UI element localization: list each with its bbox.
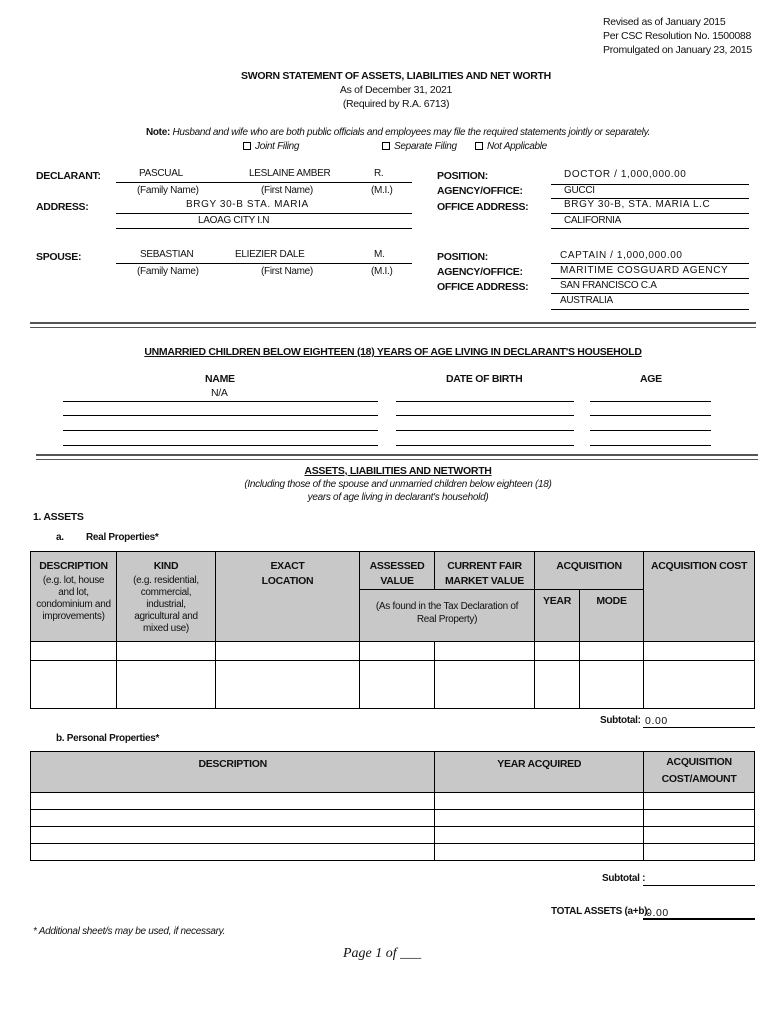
real-mode-title: MODE xyxy=(596,595,627,607)
personal-cell[interactable] xyxy=(435,810,644,827)
declarant-agency[interactable]: GUCCI xyxy=(564,185,595,196)
child-row-4-dob xyxy=(396,445,574,446)
declarant-mi[interactable]: R. xyxy=(374,168,384,179)
real-acq-cost-header xyxy=(644,552,755,642)
real-market-value-title: MARKET VALUE xyxy=(444,575,525,587)
spouse-agency-label: AGENCY/OFFICE: xyxy=(437,266,523,278)
real-location-header xyxy=(216,552,360,642)
promulgated-note: Promulgated on January 23, 2015 xyxy=(603,44,752,56)
assets-title: ASSETS, LIABILITIES AND NETWORTH xyxy=(304,465,492,477)
declarant-office-line-1[interactable]: BRGY 30-B, STA. MARIA L.C xyxy=(564,199,711,210)
personal-cell[interactable] xyxy=(31,844,435,861)
spouse-family-name[interactable]: SEBASTIAN xyxy=(140,249,194,260)
real-cell[interactable] xyxy=(117,642,216,661)
children-name-header: NAME xyxy=(205,373,235,385)
personal-cell[interactable] xyxy=(644,810,755,827)
spouse-agency-rule xyxy=(551,278,749,279)
note-label: Note: xyxy=(145,127,171,138)
spouse-office-line-1[interactable]: SAN FRANCISCO C.A xyxy=(560,280,657,291)
real-cell[interactable] xyxy=(535,642,580,661)
real-current-fair-title: CURRENT FAIR xyxy=(447,560,522,572)
child-row-2-dob xyxy=(396,415,574,416)
real-cell[interactable] xyxy=(580,661,644,709)
personal-cell[interactable] xyxy=(31,810,435,827)
spouse-position-label: POSITION: xyxy=(437,251,488,263)
personal-year-header xyxy=(435,752,644,793)
declarant-family-caption: (Family Name) xyxy=(137,185,199,196)
declarant-office-line-2[interactable]: CALIFORNIA xyxy=(564,215,622,226)
child-row-4-name xyxy=(63,445,378,446)
personal-properties-table xyxy=(30,751,755,861)
personal-description-header xyxy=(31,752,435,793)
declarant-mi-caption: (M.I.) xyxy=(371,185,393,196)
personal-cost-title-2: COST/AMOUNT xyxy=(661,773,737,785)
total-assets-rule xyxy=(643,918,755,920)
real-acq-cost-title: ACQUISITION COST xyxy=(650,560,748,572)
real-properties-table xyxy=(30,551,755,709)
children-title: UNMARRIED CHILDREN BELOW EIGHTEEN (18) YEARS OF AGE LIVING IN DECLARANT'S HOUSEHOLD xyxy=(144,346,642,358)
spouse-family-caption: (Family Name) xyxy=(137,266,199,277)
address-line-2-rule xyxy=(116,228,412,229)
personal-cost-header xyxy=(644,752,755,793)
personal-cell[interactable] xyxy=(644,793,755,810)
spouse-office-line-1-rule xyxy=(551,293,749,294)
real-properties-marker: a. xyxy=(56,532,64,543)
required-by: (Required by R.A. 6713) xyxy=(342,98,450,110)
additional-sheets-note: * Additional sheet/s may be used, if necessary. xyxy=(33,926,226,937)
declarant-family-name[interactable]: PASCUAL xyxy=(139,168,183,179)
table-row xyxy=(31,793,755,810)
child-row-1-age xyxy=(590,401,711,402)
joint-filing-label: Joint Filing xyxy=(255,141,300,152)
real-tax-note: (As found in the Tax Declaration of Real Property) xyxy=(375,601,519,625)
real-market-header xyxy=(435,552,535,590)
not-applicable-label: Not Applicable xyxy=(487,141,547,152)
spouse-office-line-2-rule xyxy=(551,309,749,310)
spouse-mi[interactable]: M. xyxy=(374,249,385,260)
real-subtotal-value[interactable]: 0.00 xyxy=(645,715,668,727)
declarant-first-name[interactable]: LESLAINE AMBER xyxy=(249,168,331,179)
joint-filing-checkbox[interactable] xyxy=(243,142,251,150)
real-description-title: DESCRIPTION xyxy=(39,560,108,572)
real-year-title: YEAR xyxy=(543,595,571,607)
real-subtotal-rule xyxy=(643,727,755,728)
personal-cell[interactable] xyxy=(435,793,644,810)
real-year-header xyxy=(535,590,580,642)
personal-subtotal-label: Subtotal : xyxy=(602,873,646,884)
children-dob-header: DATE OF BIRTH xyxy=(446,373,523,385)
real-kind-note: (e.g. residential, commercial, industrial, agricultural and mixed use) xyxy=(133,575,199,634)
real-kind-header xyxy=(117,552,216,642)
total-assets-label: TOTAL ASSETS (a+b): xyxy=(551,906,651,917)
real-cell[interactable] xyxy=(644,661,755,709)
spouse-position[interactable]: CAPTAIN / 1,000,000.00 xyxy=(560,250,683,261)
assets-subtitle-1: (Including those of the spouse and unmarried children below eighteen (18) xyxy=(244,479,552,490)
personal-cell[interactable] xyxy=(435,827,644,844)
children-divider xyxy=(36,454,758,460)
child-row-2-name xyxy=(63,415,378,416)
separate-filing-option[interactable] xyxy=(382,141,457,152)
real-cell[interactable] xyxy=(644,642,755,661)
agency-label: AGENCY/OFFICE: xyxy=(437,185,523,197)
not-applicable-checkbox[interactable] xyxy=(475,142,483,150)
declarant-first-caption: (First Name) xyxy=(261,185,313,196)
personal-cost-title-1: ACQUISITION xyxy=(666,756,732,768)
child-row-4-age xyxy=(590,445,711,446)
spouse-name-line xyxy=(116,263,412,264)
real-subtotal-label: Subtotal: xyxy=(600,715,641,726)
separate-filing-label: Separate Filing xyxy=(394,141,457,152)
real-acquisition-title: ACQUISITION xyxy=(556,560,622,572)
revision-note: Revised as of January 2015 xyxy=(603,16,726,28)
child-row-3-name xyxy=(63,430,378,431)
real-cell[interactable] xyxy=(31,661,117,709)
real-cell[interactable] xyxy=(216,661,360,709)
real-cell[interactable] xyxy=(117,661,216,709)
office-address-label: OFFICE ADDRESS: xyxy=(437,201,529,213)
real-description-header xyxy=(31,552,117,642)
real-location-title: LOCATION xyxy=(261,575,314,587)
position-label: POSITION: xyxy=(437,170,488,182)
form-title: SWORN STATEMENT OF ASSETS, LIABILITIES AND NET WORTH xyxy=(241,70,551,82)
address-line-2[interactable]: LAOAG CITY I.N xyxy=(198,215,270,226)
spouse-first-name[interactable]: ELIEZIER DALE xyxy=(235,249,305,260)
table-row xyxy=(31,827,755,844)
real-assessed-title: ASSESSED xyxy=(369,560,425,572)
spouse-office-line-2[interactable]: AUSTRALIA xyxy=(560,295,613,306)
spouse-position-rule xyxy=(551,263,749,264)
spouse-office-label: OFFICE ADDRESS: xyxy=(437,281,529,293)
table-row xyxy=(31,642,755,661)
personal-properties-title: b. Personal Properties* xyxy=(56,733,160,744)
declarant-label: DECLARANT: xyxy=(36,170,101,182)
child-row-3-dob xyxy=(396,430,574,431)
address-line-1[interactable]: BRGY 30-B STA. MARIA xyxy=(186,199,309,210)
children-age-header: AGE xyxy=(640,373,662,385)
spouse-label: SPOUSE: xyxy=(36,251,82,263)
personal-description-title: DESCRIPTION xyxy=(198,758,267,770)
real-cell[interactable] xyxy=(435,661,535,709)
children-entry[interactable]: N/A xyxy=(211,387,228,399)
real-cell[interactable] xyxy=(535,661,580,709)
personal-year-title: YEAR ACQUIRED xyxy=(497,758,582,770)
office-line-2-rule xyxy=(551,228,749,229)
personal-cell[interactable] xyxy=(644,844,755,861)
assets-subtitle-2: years of age living in declarant's household) xyxy=(307,492,489,503)
section-divider xyxy=(30,322,756,328)
address-line-1-rule xyxy=(116,213,412,214)
address-label: ADDRESS: xyxy=(36,201,89,213)
real-kind-title: KIND xyxy=(153,560,179,572)
spouse-first-caption: (First Name) xyxy=(261,266,313,277)
office-line-1-rule xyxy=(551,213,749,214)
declarant-position[interactable]: DOCTOR / 1,000,000.00 xyxy=(564,169,687,180)
child-row-3-age xyxy=(590,430,711,431)
table-row xyxy=(31,844,755,861)
real-tax-note-cell xyxy=(360,590,535,642)
real-cell[interactable] xyxy=(360,642,435,661)
personal-cell[interactable] xyxy=(31,793,435,810)
real-description-note: (e.g. lot, house and lot, condominium and improvements) xyxy=(36,575,111,622)
table-row xyxy=(31,810,755,827)
real-cell[interactable] xyxy=(580,642,644,661)
real-acquisition-header xyxy=(535,552,644,590)
note-line xyxy=(0,127,768,138)
child-row-1-name xyxy=(63,401,378,402)
as-of-date: As of December 31, 2021 xyxy=(339,84,453,96)
note-text: Husband and wife who are both public officials and employees may file the required statements jointly or separately. xyxy=(172,127,651,138)
declarant-name-line xyxy=(116,182,412,183)
joint-filing-option[interactable] xyxy=(243,141,299,152)
child-row-1-dob xyxy=(396,401,574,402)
real-cell[interactable] xyxy=(216,642,360,661)
real-properties-title: Real Properties* xyxy=(86,532,159,543)
child-row-2-age xyxy=(590,415,711,416)
spouse-agency[interactable]: MARITIME COSGUARD AGENCY xyxy=(560,265,729,276)
real-cell[interactable] xyxy=(435,642,535,661)
table-row xyxy=(31,661,755,709)
total-assets-value[interactable]: 0.00 xyxy=(646,907,669,919)
real-value-title: VALUE xyxy=(380,575,414,587)
real-cell[interactable] xyxy=(360,661,435,709)
resolution-note: Per CSC Resolution No. 1500088 xyxy=(603,30,752,42)
assets-heading: 1. ASSETS xyxy=(33,511,84,523)
spouse-mi-caption: (M.I.) xyxy=(371,266,393,277)
personal-subtotal-rule[interactable] xyxy=(643,885,755,886)
real-mode-header xyxy=(580,590,644,642)
personal-cell[interactable] xyxy=(435,844,644,861)
not-applicable-option[interactable] xyxy=(475,141,547,152)
page-number: Page 1 of ___ xyxy=(343,946,422,961)
real-exact-title: EXACT xyxy=(270,560,305,572)
real-cell[interactable] xyxy=(31,642,117,661)
separate-filing-checkbox[interactable] xyxy=(382,142,390,150)
personal-cell[interactable] xyxy=(31,827,435,844)
real-assessed-header xyxy=(360,552,435,590)
personal-cell[interactable] xyxy=(644,827,755,844)
